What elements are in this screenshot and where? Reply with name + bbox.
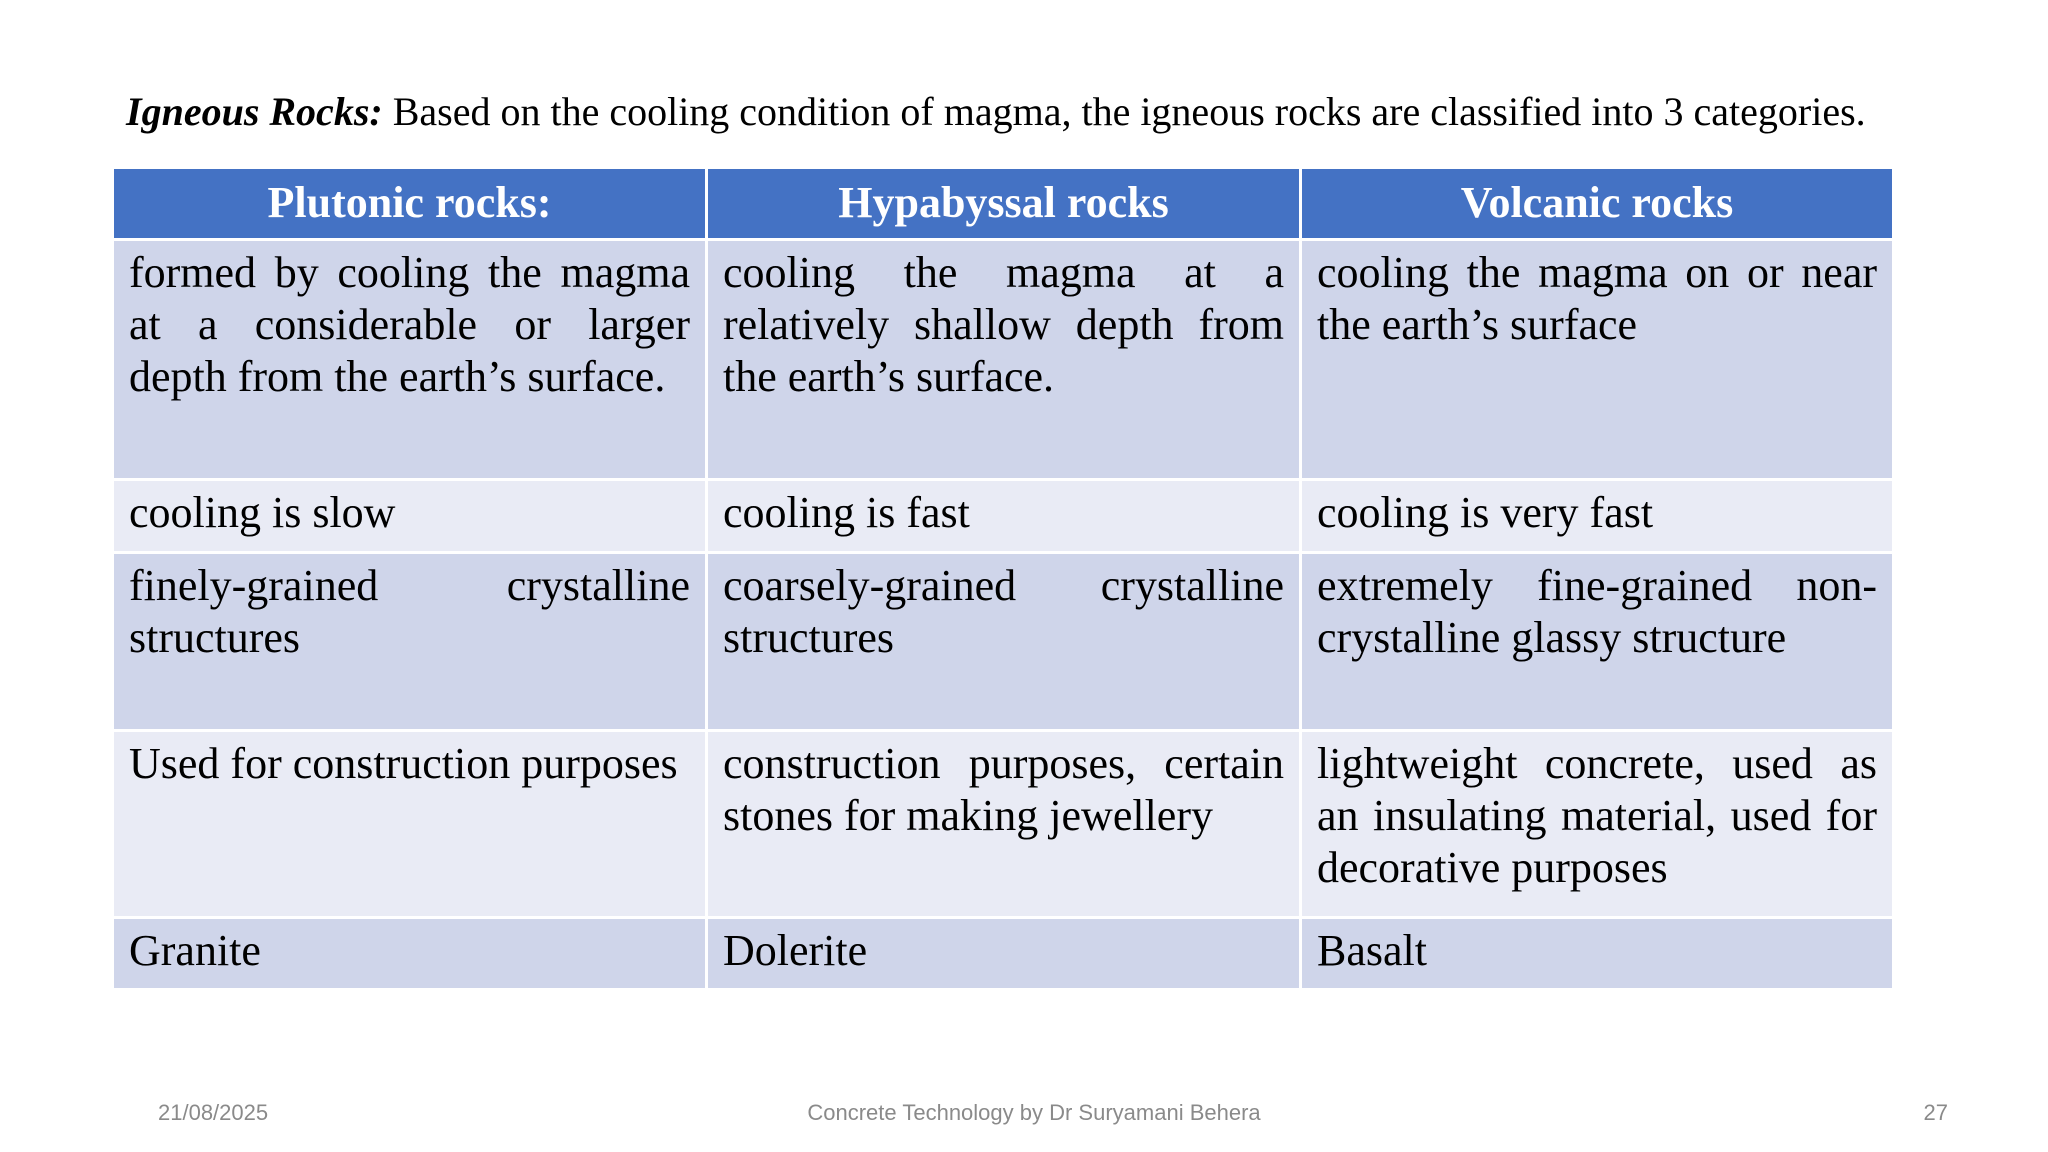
table-cell: coarsely-grained crystalline structures [707,553,1301,731]
table-cell: cooling is very fast [1301,480,1894,553]
header-hypabyssal: Hypabyssal rocks [707,168,1301,240]
table-cell: extremely fine-grained non-crystalline glassy structure [1301,553,1894,731]
intro-body: Based on the cooling condition of magma, the igneous rocks are classified into 3 categories. [382,89,1866,134]
igneous-rocks-table [111,166,1895,991]
header-volcanic: Volcanic rocks [1301,168,1894,240]
table-cell: cooling is slow [113,480,707,553]
footer-title: Concrete Technology by Dr Suryamani Behera [807,1100,1261,1125]
table-cell: cooling the magma at a relatively shallow depth from the earth’s surface. [707,240,1301,480]
table-cell: Used for construction purposes [113,731,707,918]
table-cell: cooling is fast [707,480,1301,553]
footer-date: 21/08/2025 [158,1100,269,1125]
intro-lead: Igneous Rocks: [126,89,383,134]
page-number: 27 [1923,1100,1948,1125]
table-cell: construction purposes, certain stones for making jewellery [707,731,1301,918]
intro-text [126,86,1986,138]
table-cell: finely-grained crystalline structures [113,553,707,731]
table-cell: cooling the magma on or near the earth’s surface [1301,240,1894,480]
table-cell: lightweight concrete, used as an insulating material, used for decorative purposes [1301,731,1894,918]
table-row-cooling-rate [113,480,1894,553]
table-cell: Basalt [1301,918,1894,990]
header-plutonic: Plutonic rocks: [113,168,707,240]
table-row-examples [113,918,1894,990]
table-row-formation [113,240,1894,480]
table-cell: Granite [113,918,707,990]
table-cell: formed by cooling the magma at a considerable or larger depth from the earth’s surface. [113,240,707,480]
table-row-structure [113,553,1894,731]
table-header-row [113,168,1894,240]
table-row-uses [113,731,1894,918]
table-cell: Dolerite [707,918,1301,990]
